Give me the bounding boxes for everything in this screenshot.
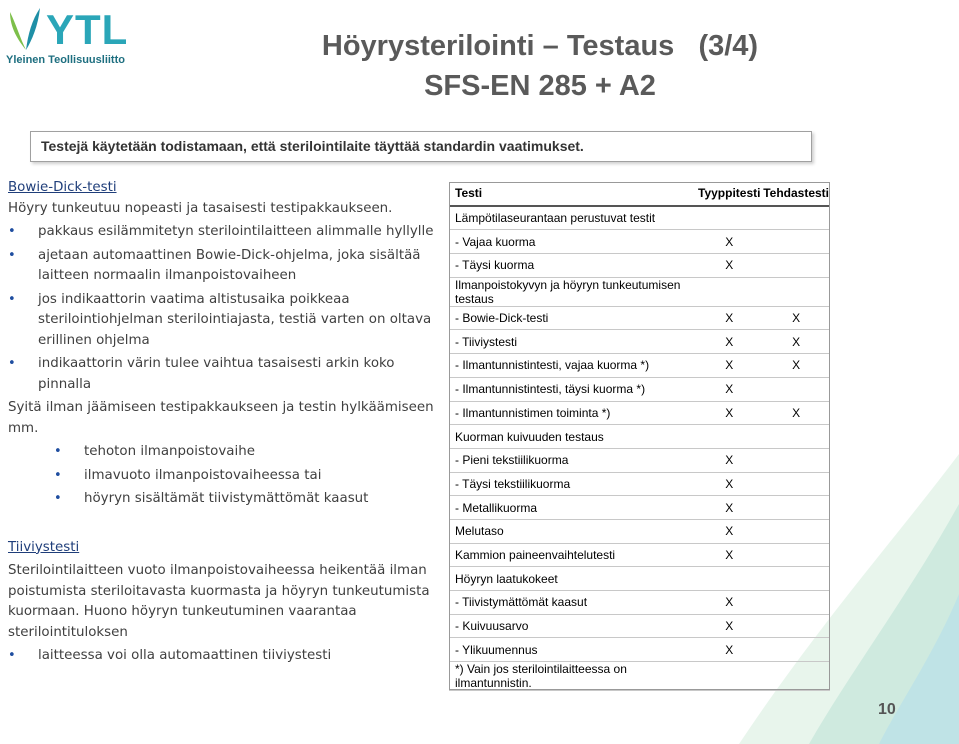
logo-subtitle: Yleinen Teollisuusliitto [6, 54, 125, 66]
table-cell: Ilmanpoistokyvyn ja höyryn tunkeutumisen testaus [449, 277, 696, 306]
table-cell: - Ilmantunnistintesti, täysi kuorma *) [449, 377, 696, 401]
table-cell: X [762, 330, 830, 354]
table-row [449, 354, 830, 378]
table-cell: X [696, 448, 762, 472]
info-banner [30, 131, 812, 162]
table-cell: X [696, 614, 762, 638]
table-row [449, 519, 830, 543]
list-item: • jos indikaattorin vaatima altistusaika poikkeaa sterilointiohjelman sterilointiajasta, testiä varten on oltava erillinen ohjelma [8, 290, 438, 352]
table-row [449, 662, 830, 691]
page-title: Höyrysterilointi – Testaus (3/4) [321, 30, 759, 62]
causes-intro: Syitä ilman jäämiseen testipakkaukseen ja testin hylkäämiseen mm. [8, 400, 434, 436]
table-cell: - Ilmantunnistintesti, vajaa kuorma *) [449, 354, 696, 378]
table-cell: X [696, 496, 762, 520]
table-cell: - Ylikuumennus [449, 638, 696, 662]
bowie-dick-intro: Höyry tunkeutuu nopeasti ja tasaisesti testipakkaukseen. [8, 200, 393, 216]
table-cell [696, 567, 762, 591]
table-cell [762, 206, 830, 230]
table-cell: X [696, 472, 762, 496]
table-cell: X [762, 354, 830, 378]
table-cell [696, 662, 762, 691]
table-cell: X [696, 254, 762, 278]
table-cell [762, 230, 830, 254]
table-cell [762, 519, 830, 543]
table-cell [762, 567, 830, 591]
table-cell: Kammion paineenvaihtelutesti [449, 543, 696, 567]
table-cell [696, 425, 762, 449]
table-cell: Höyryn laatukokeet [449, 567, 696, 591]
table-cell [762, 614, 830, 638]
table-cell: - Täysi kuorma [449, 254, 696, 278]
table-cell: X [696, 330, 762, 354]
table-cell: - Kuivuusarvo [449, 614, 696, 638]
table-cell: - Bowie-Dick-testi [449, 306, 696, 330]
table-header-cell: Tehdastesti [762, 182, 830, 206]
table-cell [762, 277, 830, 306]
table-cell: X [762, 401, 830, 425]
leaf-icon [6, 4, 46, 54]
table-cell [762, 662, 830, 691]
tiiviystesti-text: Sterilointilaitteen vuoto ilmanpoistovaiheessa heikentää ilman poistumista steriloitavasta kuormasta ja höyryn tunkeutumista kuormaan. Huono höyryn tunkeutuminen vaarantaa sterilointituloksen [8, 563, 430, 640]
causes-list [8, 442, 438, 510]
table-cell [696, 277, 762, 306]
table-row [449, 472, 830, 496]
logo-name: YTL [46, 6, 129, 53]
table-cell: X [696, 519, 762, 543]
table-cell: X [696, 377, 762, 401]
table-cell: X [696, 306, 762, 330]
list-item: • laitteessa voi olla automaattinen tiiviystesti [8, 646, 438, 667]
table-cell: - Pieni tekstiilikuorma [449, 448, 696, 472]
table-row [449, 425, 830, 449]
table-header-cell: Testi [449, 182, 696, 206]
table-cell: - Vajaa kuorma [449, 230, 696, 254]
table-header-cell: Tyyppitesti [696, 182, 762, 206]
table-row [449, 638, 830, 662]
table-cell: - Metallikuorma [449, 496, 696, 520]
table-cell: X [696, 354, 762, 378]
table-cell: X [762, 306, 830, 330]
table-row [449, 567, 830, 591]
table-cell [762, 543, 830, 567]
table-cell: X [696, 401, 762, 425]
page-number: 10 [878, 701, 896, 718]
table-cell [762, 638, 830, 662]
list-item: • pakkaus esilämmitetyn sterilointilaitteen alimmalle hyllylle [8, 222, 438, 243]
table-row [449, 543, 830, 567]
table-row [449, 254, 830, 278]
table-row [449, 401, 830, 425]
table-row [449, 614, 830, 638]
table-row [449, 448, 830, 472]
table-cell [762, 591, 830, 615]
test-table [449, 182, 830, 691]
table-row [449, 306, 830, 330]
table-cell: X [696, 591, 762, 615]
bowie-dick-heading: Bowie-Dick-testi [8, 180, 117, 195]
table-cell: - Tiiviystesti [449, 330, 696, 354]
tiiviystesti-heading: Tiiviystesti [8, 539, 80, 555]
table-cell [762, 377, 830, 401]
ytl-logo [6, 4, 136, 68]
table-cell: - Ilmantunnistimen toiminta *) [449, 401, 696, 425]
page-subtitle: SFS-EN 285 + A2 [424, 70, 656, 102]
table-cell [696, 206, 762, 230]
table-cell: Lämpötilaseurantaan perustuvat testit [449, 206, 696, 230]
table-cell: - Tiivistymättömät kaasut [449, 591, 696, 615]
table-row [449, 496, 830, 520]
table-cell: X [696, 638, 762, 662]
table-row [449, 206, 830, 230]
table-row [449, 330, 830, 354]
table-row [449, 230, 830, 254]
list-item: • ilmavuoto ilmanpoistovaiheessa tai [8, 466, 438, 487]
table-cell [762, 448, 830, 472]
table-row [449, 591, 830, 615]
table-cell [762, 472, 830, 496]
table-cell: - Täysi tekstiilikuorma [449, 472, 696, 496]
table-cell: *) Vain jos sterilointilaitteessa on ilmantunnistin. [449, 662, 696, 691]
list-item: • indikaattorin värin tulee vaihtua tasaisesti arkin koko pinnalla [8, 354, 438, 395]
table-cell: Melutaso [449, 519, 696, 543]
table-row [449, 377, 830, 401]
list-item: • ajetaan automaattinen Bowie-Dick-ohjelma, joka sisältää laitteen normaalin ilmanpoistovaiheen [8, 246, 438, 287]
table-cell: X [696, 230, 762, 254]
list-item: • höyryn sisältämät tiivistymättömät kaasut [8, 489, 438, 510]
table-cell [762, 496, 830, 520]
list-item: • tehoton ilmanpoistovaihe [8, 442, 438, 463]
left-text-column [8, 178, 438, 667]
table-header-row [449, 182, 830, 206]
table-cell [762, 254, 830, 278]
table-cell: Kuorman kuivuuden testaus [449, 425, 696, 449]
table-row [449, 277, 830, 306]
tiiviystesti-list [8, 646, 438, 667]
table-cell: X [696, 543, 762, 567]
banner-text: Testejä käytetään todistamaan, että sterilointilaite täyttää standardin vaatimukset. [41, 138, 584, 154]
table-cell [762, 425, 830, 449]
bowie-dick-list [8, 222, 438, 395]
